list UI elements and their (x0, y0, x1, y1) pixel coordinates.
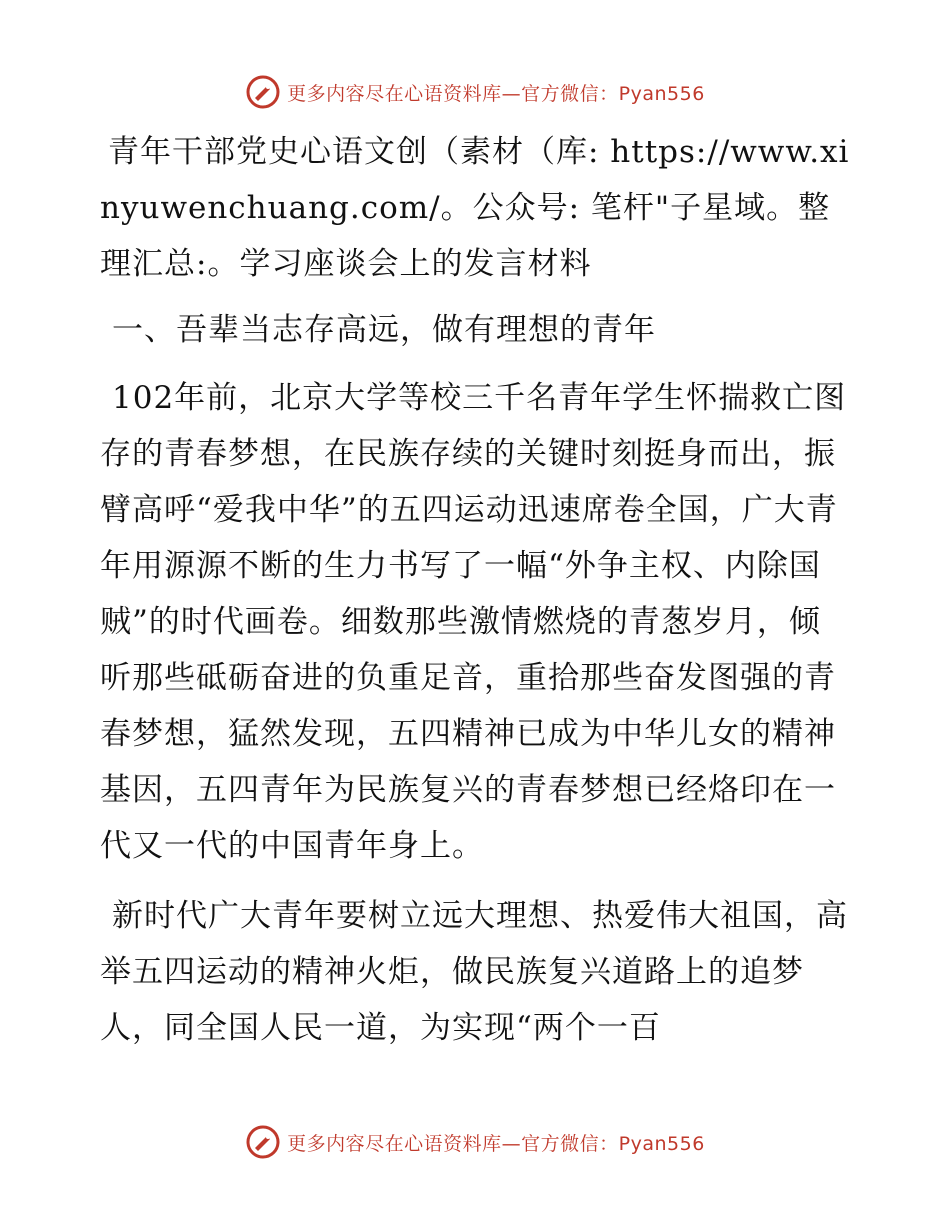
footer-watermark (0, 1120, 950, 1164)
pen-logo-icon (245, 1124, 281, 1160)
intro-paragraph: 青年干部党史心语文创（素材（库: https://www.xinyuwenchuang.com/。公众号: 笔杆"子星域。整理汇总:。学习座谈会上的发言材料 (100, 134, 850, 282)
pen-logo-icon (245, 74, 281, 110)
watermark-text: 更多内容尽在心语资料库—官方微信：Pyan556 (287, 1132, 705, 1155)
body-paragraph: 新时代广大青年要树立远大理想、热爱伟大祖国，高举五四运动的精神火炬，做民族复兴道路上的追梦人，同全国人民一道，为实现“两个一百 (100, 898, 848, 1046)
header-watermark (0, 70, 950, 114)
document-body (100, 118, 850, 1056)
section-heading: 一、吾辈当志存高远，做有理想的青年 (112, 312, 656, 348)
watermark-text: 更多内容尽在心语资料库—官方微信：Pyan556 (287, 82, 705, 105)
body-paragraph: 102年前，北京大学等校三千名青年学生怀揣救亡图存的青春梦想，在民族存续的关键时刻挺身而出，振臂高呼“爱我中华”的五四运动迅速席卷全国，广大青年用源源不断的生力书写了一幅“外争主权、内除国贼”的时代画卷。细数那些激情燃烧的青葱岁月，倾听那些砥砺奋进的负重足音，重拾那些奋发图强的青春梦想，猛然发现，五四精神已成为中华儿女的精神基因，五四青年为民族复兴的青春梦想已经烙印在一代又一代的中国青年身上。 (100, 380, 847, 864)
